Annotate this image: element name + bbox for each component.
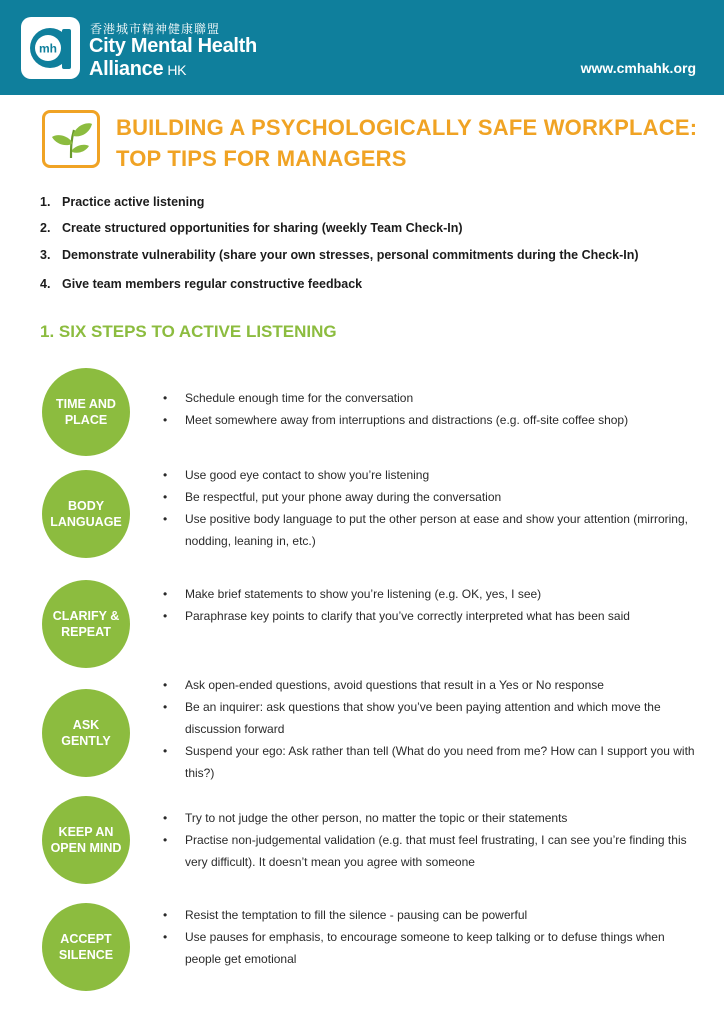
step-badge-line: ACCEPT (60, 932, 112, 946)
tip-number: 4. (40, 277, 51, 291)
org-name-line2 (89, 58, 186, 81)
bullet-text: Resist the temptation to fill the silence - pausing can be powerful (185, 908, 528, 922)
step-badge (42, 689, 130, 777)
bullet-text: Ask open-ended questions, avoid questions that result in a Yes or No response (185, 678, 604, 692)
bullet-text: Use positive body language to put the other person at ease and show your attention (mirroring, nodding, leaning in, etc.) (185, 512, 688, 548)
bullet-item (163, 696, 703, 740)
bullet-text: Try to not judge the other person, no matter the topic or their statements (185, 811, 568, 825)
step-badge-line: LANGUAGE (50, 515, 122, 529)
bullet-item (163, 807, 703, 829)
plant-sprout-icon (48, 116, 94, 162)
bullet-text: Be an inquirer: ask questions that show you’ve been paying attention and which move the discussion forward (185, 700, 661, 736)
logo-text: mh (39, 41, 57, 56)
bullet-dot-icon: • (163, 678, 168, 692)
step-badge-line: GENTLY (61, 734, 111, 748)
org-name-line1: City Mental Health (89, 35, 257, 57)
bullet-item (163, 674, 703, 696)
logo (21, 17, 80, 79)
bullet-item (163, 409, 703, 431)
bullet-text: Meet somewhere away from interruptions and distractions (e.g. off-site coffee shop) (185, 413, 629, 427)
website-link[interactable]: www.cmhahk.org (580, 60, 696, 76)
bullet-dot-icon: • (163, 833, 168, 847)
tip-number: 2. (40, 221, 51, 235)
step-badge-line: CLARIFY & (52, 609, 120, 623)
tip-text: Practice active listening (62, 195, 205, 209)
org-name-chinese: 香港城市精神健康聯盟 (90, 22, 221, 36)
step-bullets (163, 807, 703, 873)
bullet-text: Paraphrase key points to clarify that you’ve correctly interpreted what has been said (185, 609, 630, 623)
tip-item (40, 221, 463, 235)
step-badge-label (48, 824, 124, 856)
section-heading: 1. SIX STEPS TO ACTIVE LISTENING (40, 322, 337, 341)
step-badge (42, 580, 130, 668)
page-title-line2: TOP TIPS FOR MANAGERS (116, 146, 407, 171)
step-badge-label (48, 608, 124, 640)
step-bullets (163, 674, 703, 784)
tip-text: Create structured opportunities for sharing (weekly Team Check-In) (62, 221, 463, 235)
bullet-item (163, 605, 703, 627)
bullet-text: Make brief statements to show you’re listening (e.g. OK, yes, I see) (185, 587, 542, 601)
step-badge (42, 796, 130, 884)
tip-number: 3. (40, 248, 51, 262)
bullet-item (163, 904, 703, 926)
step-badge-label (48, 931, 124, 963)
bullet-item (163, 464, 703, 486)
bullet-item (163, 387, 703, 409)
step-badge-label (48, 498, 124, 530)
header-banner (0, 0, 724, 95)
step-badge-line: KEEP AN (58, 825, 114, 839)
bullet-dot-icon: • (163, 908, 168, 922)
bullet-text: Use pauses for emphasis, to encourage someone to keep talking or to defuse things when people get emotional (185, 930, 665, 966)
bullet-item (163, 508, 703, 552)
tip-item (40, 195, 204, 209)
step-bullets (163, 904, 703, 970)
bullet-text: Be respectful, put your phone away during the conversation (185, 490, 502, 504)
bullet-dot-icon: • (163, 468, 168, 482)
bullet-text: Use good eye contact to show you’re listening (185, 468, 430, 482)
step-bullets (163, 464, 703, 552)
bullet-text: Suspend your ego: Ask rather than tell (What do you need from me? How can I support you with this?) (185, 744, 695, 780)
bullet-dot-icon: • (163, 512, 168, 526)
step-badge-label (48, 717, 124, 749)
bullet-dot-icon: • (163, 490, 168, 504)
step-badge-line: PLACE (64, 413, 108, 427)
logo-mark-icon (21, 17, 80, 79)
bullet-text: Schedule enough time for the conversation (185, 391, 414, 405)
tip-item (40, 248, 639, 262)
step-badge (42, 903, 130, 991)
bullet-item (163, 740, 703, 784)
bullet-dot-icon: • (163, 930, 168, 944)
tip-text: Demonstrate vulnerability (share your own stresses, personal commitments during the Check-In) (62, 248, 639, 262)
bullet-item (163, 583, 703, 605)
bullet-dot-icon: • (163, 700, 168, 714)
bullet-dot-icon: • (163, 811, 168, 825)
tip-item (40, 277, 362, 291)
step-badge-line: REPEAT (61, 625, 111, 639)
bullet-dot-icon: • (163, 609, 168, 623)
step-badge-label (48, 396, 124, 428)
tip-number: 1. (40, 195, 51, 209)
step-badge-line: TIME AND (56, 397, 116, 411)
step-badge-line: BODY (67, 499, 105, 513)
tip-text: Give team members regular constructive feedback (62, 277, 363, 291)
step-badge (42, 368, 130, 456)
step-bullets (163, 583, 703, 627)
page-title-line1: BUILDING A PSYCHOLOGICALLY SAFE WORKPLACE: (116, 115, 698, 140)
bullet-item (163, 829, 703, 873)
step-badge-line: SILENCE (58, 948, 114, 962)
org-name-alliance: Alliance (89, 58, 164, 80)
bullet-item (163, 486, 703, 508)
title-icon-frame (42, 110, 100, 168)
step-badge-line: ASK (72, 718, 100, 732)
bullet-dot-icon: • (163, 744, 168, 758)
step-badge-line: OPEN MIND (50, 841, 122, 855)
bullet-dot-icon: • (163, 587, 168, 601)
org-name-suffix: HK (167, 62, 187, 78)
bullet-dot-icon: • (163, 391, 168, 405)
bullet-dot-icon: • (163, 413, 168, 427)
step-bullets (163, 387, 703, 431)
bullet-item (163, 926, 703, 970)
step-badge (42, 470, 130, 558)
bullet-text: Practise non-judgemental validation (e.g. that must feel frustrating, I can see you’re finding this very difficult). It doesn’t mean you agree with someone (185, 833, 687, 869)
